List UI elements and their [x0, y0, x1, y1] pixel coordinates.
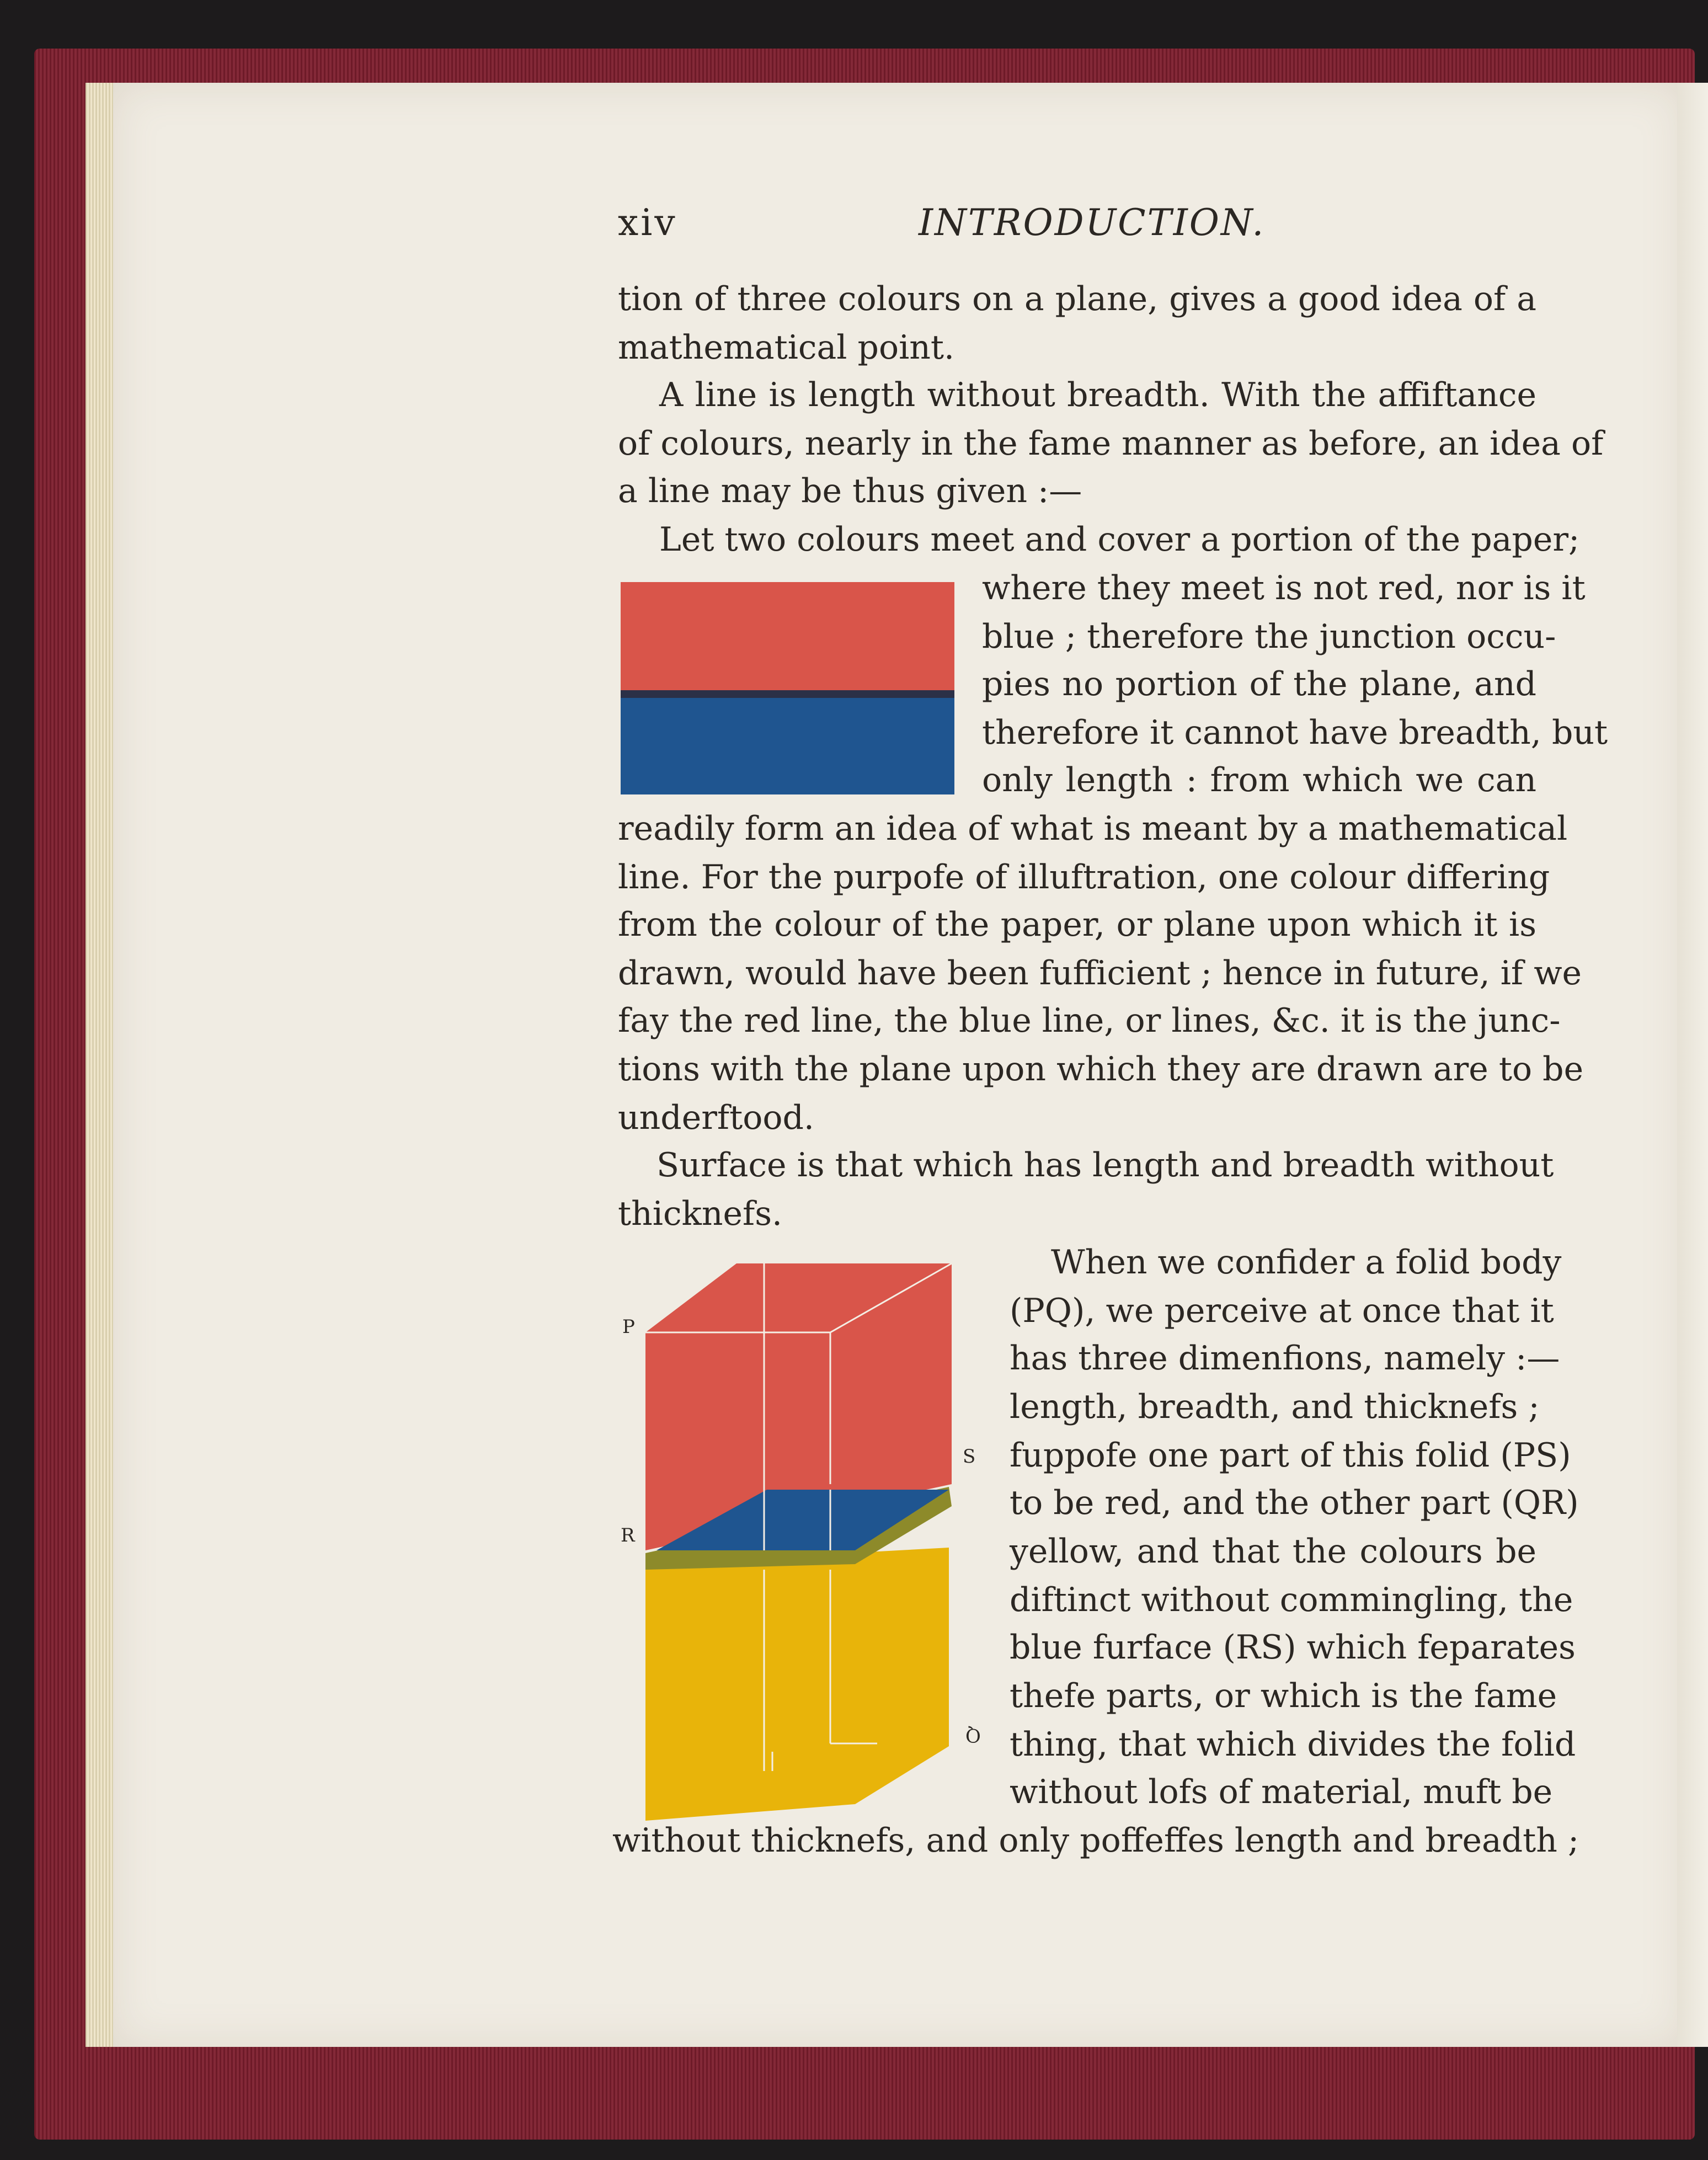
running-title: INTRODUCTION.: [919, 201, 1266, 244]
text-line: diftinct without commingling, the: [1010, 1581, 1573, 1619]
text-line: blue ; therefore the junction occu-: [982, 617, 1556, 656]
text-line: A line is length without breadth. With the affiftance: [659, 376, 1536, 414]
text-line: line. For the purpofe of illuftration, one colour differing: [618, 858, 1550, 897]
text-line: only length : from which we can: [982, 761, 1536, 799]
text-line: thicknefs.: [618, 1194, 783, 1233]
text-line: of colours, nearly in the fame manner as before, an idea of: [618, 424, 1604, 463]
blue-band: [621, 698, 954, 794]
solid-figure: [640, 1258, 954, 1826]
text-line: thing, that which divides the folid: [1010, 1725, 1576, 1764]
text-line: blue furface (RS) which feparates: [1010, 1628, 1576, 1667]
text-line: tion of three colours on a plane, gives a good idea of a: [618, 280, 1536, 318]
figure-label-s: S: [963, 1446, 976, 1468]
text-line: thefe parts, or which is the fame: [1010, 1677, 1557, 1715]
text-line: pies no portion of the plane, and: [982, 665, 1536, 703]
text-line: without thicknefs, and only poffeffes length and breadth ;: [612, 1821, 1579, 1860]
text-line: Let two colours meet and cover a portion of the paper;: [659, 520, 1580, 559]
text-line: fuppofe one part of this folid (PS): [1010, 1436, 1571, 1475]
text-line: yellow, and that the colours be: [1010, 1532, 1536, 1571]
text-line: readily form an idea of what is meant by a mathematical: [618, 809, 1568, 848]
figure-label-r: R: [621, 1524, 635, 1546]
text-line: tions with the plane upon which they are drawn are to be: [618, 1050, 1584, 1089]
text-line: to be red, and the other part (QR): [1010, 1484, 1579, 1522]
text-line: without lofs of material, muft be: [1010, 1773, 1553, 1811]
figure-label-q: Q: [965, 1724, 981, 1746]
text-line: (PQ), we perceive at once that it: [1010, 1292, 1554, 1330]
text-line: drawn, would have been fufficient ; hence in future, if we: [618, 954, 1582, 993]
page-number: xiv: [618, 201, 677, 244]
text-line: therefore it cannot have breadth, but: [982, 713, 1608, 752]
text-line: from the colour of the paper, or plane upon which it is: [618, 905, 1536, 944]
text-line: a line may be thus given :—: [618, 472, 1082, 510]
junction-line: [621, 690, 954, 698]
text-line: where they meet is not red, nor is it: [982, 569, 1586, 607]
text-line: When we confider a folid body: [1051, 1243, 1562, 1282]
red-band: [621, 582, 954, 692]
text-line: fay the red line, the blue line, or lines, &c. it is the junc-: [618, 1001, 1561, 1040]
yellow-solid: [645, 1548, 949, 1821]
text-line: has three dimenfions, namely :—: [1010, 1339, 1560, 1378]
line-figure: [621, 582, 954, 794]
text-line: underftood.: [618, 1098, 814, 1137]
text-line: mathematical point.: [618, 328, 955, 367]
text-line: Surface is that which has length and breadth without: [656, 1146, 1554, 1185]
next-page-edge: [1677, 83, 1708, 2047]
figure-label-p: P: [622, 1316, 635, 1338]
text-line: length, breadth, and thicknefs ;: [1010, 1388, 1540, 1426]
